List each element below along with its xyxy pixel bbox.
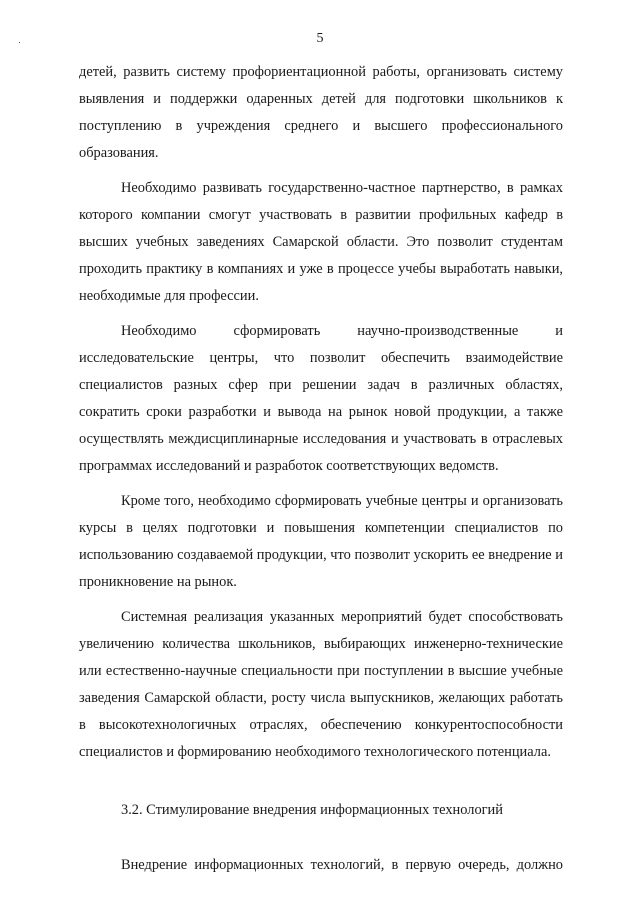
paragraph-3: Необходимо сформировать научно-производственные и исследовательские центры, что позволит обеспечить взаимодействие специалистов разных сфер при решении задач в различных областях, сократить сроки разработки и вывода на рынок новой продукции, а также осуществлять междисциплинарные исследования и участвовать в отраслевых программах исследований и разработок соответствующих ведомств. xyxy=(79,323,563,474)
paragraph-4: Кроме того, необходимо сформировать учебные центры и организовать курсы в целях подготовки и повышения компетенции специалистов по использованию создаваемой продукции, что позволит ускорить ее внедрение и проникновение на рынок. xyxy=(79,493,563,590)
document-body xyxy=(79,59,563,887)
paragraph-6-text: Внедрение информационных технологий, в первую очередь, должно xyxy=(121,857,563,873)
section-heading: 3.2. Стимулирование внедрения информационных технологий xyxy=(121,802,503,818)
paragraph-1: детей, развить систему профориентационной работы, организовать систему выявления и поддержки одаренных детей для подготовки школьников к поступлению в учреждения среднего и высшего профессионального образования. xyxy=(79,64,563,161)
paragraph-2: Необходимо развивать государственно-частное партнерство, в рамках которого компании смогут участвовать в развитии профильных кафедр в высших учебных заведениях Самарской области. Это позволит студентам проходить практику в компаниях и уже в процессе учебы выработать навыки, необходимые для профессии. xyxy=(79,180,563,304)
paragraph-5: Системная реализация указанных мероприятий будет способствовать увеличению количества школьников, выбирающих инженерно-технические или естественно-научные специальности при поступлении в высшие учебные заведения Самарской области, росту числа выпускников, желающих работать в высокотехнологичных отраслях, обеспечению конкурентоспособности специалистов и формированию необходимого технологического потенциала. xyxy=(79,609,563,760)
page-number: 5 xyxy=(316,31,324,46)
paragraph-6 xyxy=(79,852,563,879)
